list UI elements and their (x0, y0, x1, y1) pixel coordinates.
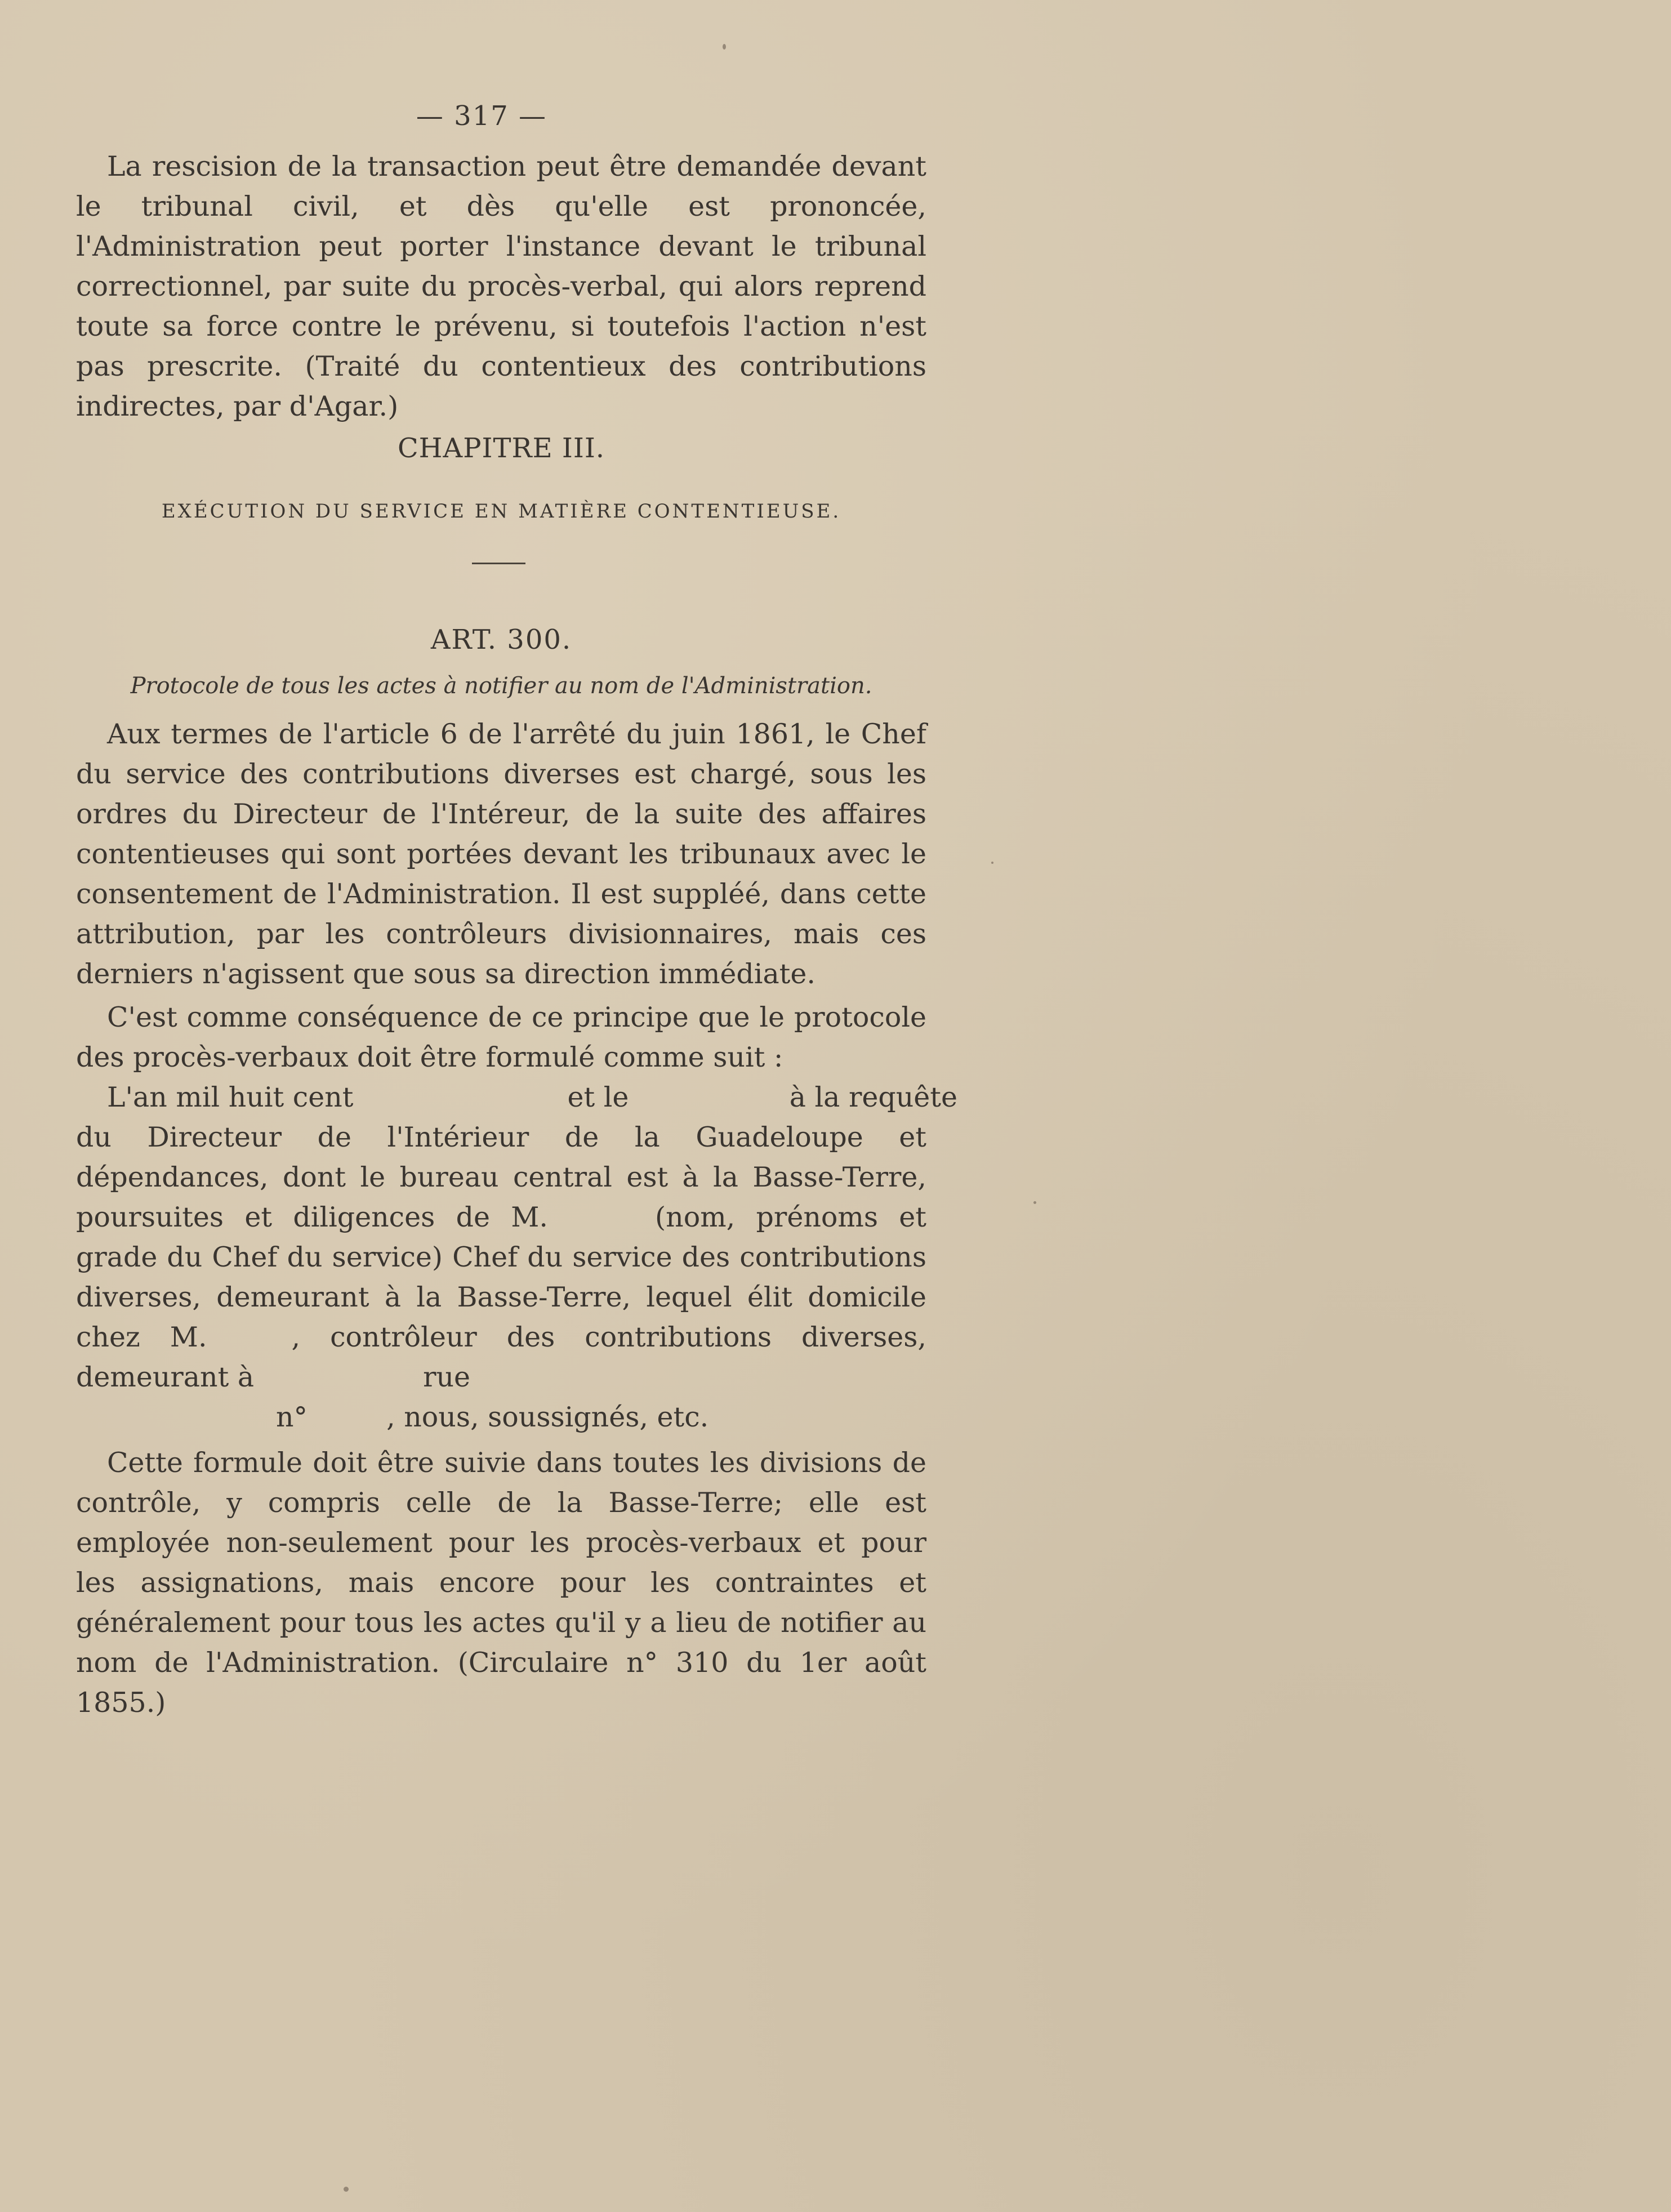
formula-chef-text: (nom, prénoms et grade du Chef du service) Chef du service des contributions diverses, demeurant à la Basse-Terre, lequel élit domicile chez M. (76, 1201, 927, 1353)
formula-line-1 (76, 1077, 957, 1117)
article-body (76, 714, 957, 1723)
formula-rue-label: rue (423, 1361, 471, 1393)
closing-paragraph: Cette formule doit être suivie dans toutes les divisions de contrôle, y compris celle de la Basse-Terre; elle est employée non-seulement pour les procès-verbaux et pour les assignations, mais encore pour les contraintes et généralement pour tous les actes qu'il y a lieu de notifier au nom de l'Administration. (Circulaire n° 310 du 1er août 1855.) (76, 1447, 926, 1719)
intro-paragraph-block (76, 146, 926, 426)
formula-line-3 (76, 1397, 1126, 1437)
paper-speck (991, 862, 993, 864)
chapter-title: CHAPITRE III. (397, 432, 605, 464)
article-subtitle: Protocole de tous les actes à notifier au nom de l'Administration. (130, 673, 872, 699)
paragraph-2: C'est comme conséquence de ce principe que le protocole des procès-verbaux doit être formulé comme suit : (76, 1001, 926, 1073)
formula-year-label: L'an mil huit cent (107, 1081, 354, 1113)
article-title: ART. 300. (430, 624, 572, 655)
page-number: — 317 — (416, 100, 547, 132)
formula-number-label: n° (276, 1401, 308, 1433)
formula-request-label: à la requête (789, 1081, 957, 1113)
chapter-subtitle: EXÉCUTION DU SERVICE EN MATIÈRE CONTENTIEUSE. (161, 500, 841, 523)
formula-signature-label: , nous, soussignés, etc. (386, 1401, 709, 1433)
paper-speck (723, 44, 726, 50)
formula-director-text: du Directeur de l'Intérieur de la Guadeloupe et dépendances, dont le bureau central est à la Basse-Terre, poursuites et diligences de M. (76, 1121, 926, 1233)
formula-controleur-text: , contrôleur des contributions diverses, demeurant à (76, 1321, 926, 1393)
formula-day-label: et le (567, 1081, 629, 1113)
paragraph-1: Aux termes de l'article 6 de l'arrêté du juin 1861, le Chef du service des contributions diverses est chargé, sous les ordres du Directeur de l'Intéreur, de la suite des affaires contentieuses qui sont portées devant les tribunaux avec le consentement de l'Administration. Il est suppléé, dans cette attribution, par les contrôleurs divisionnaires, mais ces derniers n'agissent que sous sa direction immédiate. (76, 718, 926, 990)
section-divider (472, 563, 525, 564)
paper-speck (1033, 1201, 1036, 1204)
paper-speck (344, 2187, 349, 2192)
intro-paragraph: La rescision de la transaction peut être demandée devant le tribunal civil, et dès qu'elle est prononcée, l'Administration peut porter l'instance devant le tribunal correctionnel, par suite du procès-verbal, qui alors reprend toute sa force contre le prévenu, si toutefois l'action n'est pas prescrite. (Traité du contentieux des contributions indirectes, par d'Agar.) (76, 150, 926, 422)
formula-body (76, 1117, 926, 1397)
